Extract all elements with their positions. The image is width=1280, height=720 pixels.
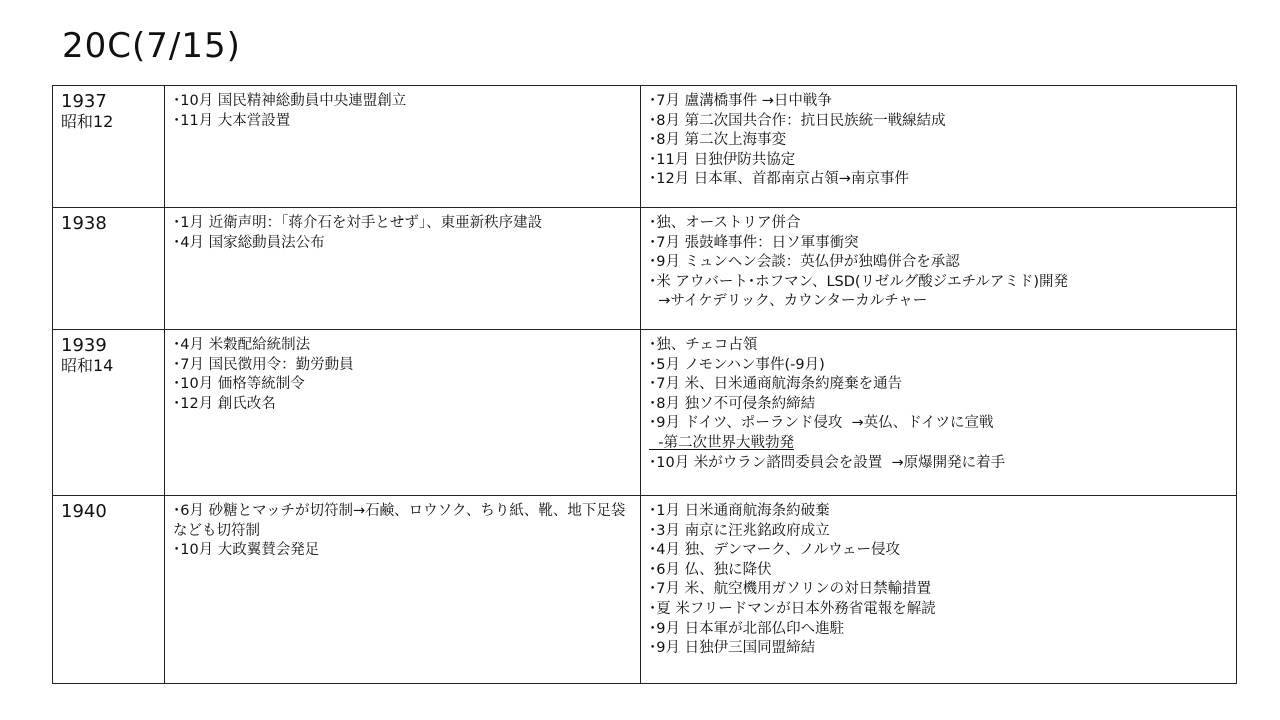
domestic-events-cell (165, 330, 641, 496)
event-item: ･6月 仏、独に降伏 (649, 561, 772, 578)
timeline-row-1940 (53, 496, 1237, 684)
domestic-events-cell (165, 86, 641, 208)
event-item: ･10月 価格等統制令 (173, 376, 305, 393)
event-item: ･4月 米穀配給統制法 (173, 337, 311, 353)
event-item: ･12月 日本軍、首都南京占領→南京事件 (649, 171, 909, 188)
event-item: ･9月 日本軍が北部仏印へ進駐 (649, 620, 845, 637)
event-item: ･3月 南京に汪兆銘政府成立 (649, 522, 830, 539)
event-item: ･7月 張鼓峰事件：日ソ軍事衝突 (649, 234, 859, 251)
event-item: ･7月 米、航空機用ガソリンの対日禁輸措置 (649, 581, 932, 598)
event-item: ･12月 創氏改名 (173, 395, 276, 412)
timeline-table (52, 85, 1237, 684)
year-label: 1939 (61, 335, 107, 356)
timeline-row-1937 (53, 86, 1237, 208)
event-item: ･10月 国民精神総動員中央連盟創立 (173, 93, 407, 109)
year-label: 1940 (61, 501, 107, 522)
event-item: ･10月 米がウラン諮問委員会を設置 →原爆開発に着手 (649, 454, 1006, 471)
event-item: ･7月 盧溝橋事件 →日中戦争 (649, 93, 832, 109)
event-item: ･11月 大本営設置 (173, 112, 291, 129)
event-item: ･11月 日独伊防共協定 (649, 151, 796, 168)
year-cell (53, 330, 165, 496)
timeline-row-1939 (53, 330, 1237, 496)
timeline-row-1938 (53, 208, 1237, 330)
event-item: ･1月 日米通商航海条約破棄 (649, 503, 830, 519)
event-item: ･夏 米フリードマンが日本外務省電報を解読 (649, 600, 936, 617)
international-events-cell (641, 496, 1237, 684)
slide-title: 20C(7/15) (62, 26, 241, 66)
event-item: ･9月 ミュンヘン会談：英仏伊が独鴎併合を承認 (649, 254, 960, 271)
year-label: 1937 (61, 91, 107, 112)
year-cell (53, 208, 165, 330)
year-cell (53, 496, 165, 684)
international-events-cell (641, 330, 1237, 496)
event-item: ･米 アウバート･ホフマン、LSD(リゼルグ酸ジエチルアミド)開発 (649, 273, 1069, 290)
event-item: ･8月 第二次上海事変 (649, 132, 787, 149)
event-item: ･4月 国家総動員法公布 (173, 234, 325, 251)
event-item: ･8月 第二次国共合作：抗日民族統一戦線結成 (649, 112, 946, 129)
year-cell (53, 86, 165, 208)
event-item: ･7月 米、日米通商航海条約廃棄を通告 (649, 376, 903, 393)
event-item: →サイケデリック、カウンターカルチャー (649, 293, 928, 310)
event-item: ･7月 国民徴用令：勤労動員 (173, 356, 354, 373)
event-item: ･9月 日独伊三国同盟締結 (649, 640, 816, 657)
domestic-events-cell (165, 496, 641, 684)
era-label: 昭和14 (61, 355, 114, 375)
event-item: ･独、オーストリア併合 (649, 215, 801, 231)
international-events-cell (641, 86, 1237, 208)
event-item: ･1月 近衛声明：「蒋介石を対手とせず」、東亜新秩序建設 (173, 215, 543, 231)
event-item: ･5月 ノモンハン事件(-9月) (649, 356, 825, 373)
event-item: ･8月 独ソ不可侵条約締結 (649, 395, 816, 412)
domestic-events-cell (165, 208, 641, 330)
era-label: 昭和12 (61, 111, 114, 131)
event-item: ･4月 独、デンマーク、ノルウェー侵攻 (649, 542, 901, 559)
event-item: ･9月 ドイツ、ポーランド侵攻 →英仏、ドイツに宣戦 (649, 415, 994, 432)
event-item: ･独、チェコ占領 (649, 337, 758, 353)
international-events-cell (641, 208, 1237, 330)
event-item: ･6月 砂糖とマッチが切符制→石鹸、ロウソク、ちり紙、靴、地下足袋なども切符制 (173, 503, 626, 539)
year-label: 1938 (61, 213, 107, 234)
event-item: ･10月 大政翼賛会発足 (173, 542, 320, 559)
event-item: -第二次世界大戦勃発 (649, 434, 794, 451)
